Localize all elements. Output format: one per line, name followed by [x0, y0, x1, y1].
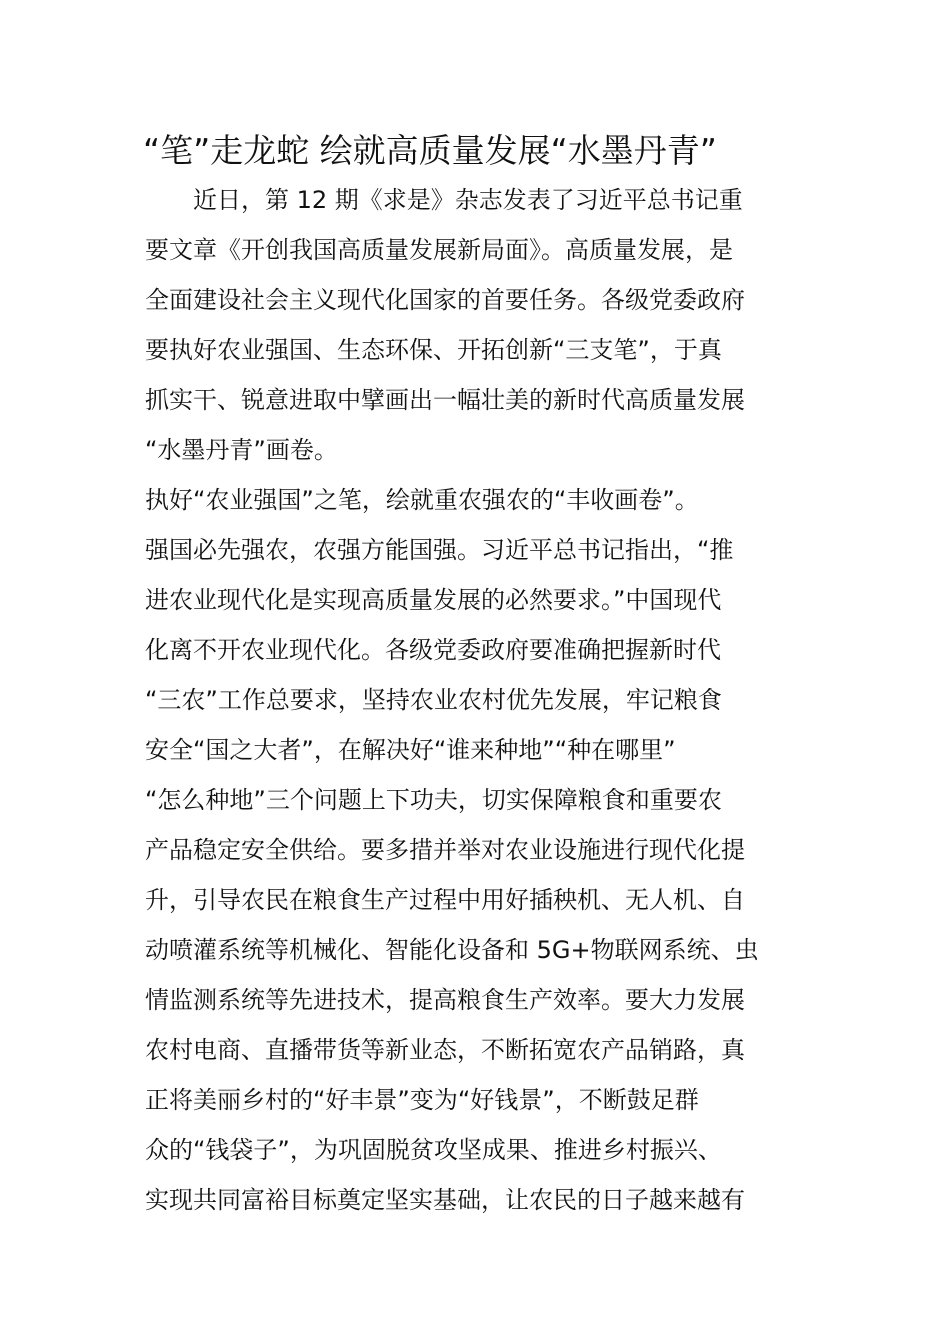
body-line: 产品稳定安全供给。要多措并举对农业设施进行现代化提	[145, 836, 745, 864]
body-line: 化离不开农业现代化。各级党委政府要准确把握新时代	[145, 636, 721, 664]
body-line: 抓实干、锐意进取中擘画出一幅壮美的新时代高质量发展	[145, 386, 745, 414]
body-line: “怎么种地”三个问题上下功夫，切实保障粮食和重要农	[145, 786, 722, 814]
body-line: 升，引导农民在粮食生产过程中用好插秧机、无人机、自	[145, 886, 745, 914]
body-line: 动喷灌系统等机械化、智能化设备和 5G+物联网系统、虫	[145, 936, 759, 964]
body-line: 近日，第 12 期《求是》杂志发表了习近平总书记重	[145, 186, 743, 214]
document-title: “笔”走龙蛇 绘就高质量发展“水墨丹青”	[143, 131, 717, 170]
body-line: 要执好农业强国、生态环保、开拓创新“三支笔”，于真	[145, 336, 722, 364]
body-line: 情监测系统等先进技术，提高粮食生产效率。要大力发展	[145, 986, 745, 1014]
body-line: 全面建设社会主义现代化国家的首要任务。各级党委政府	[145, 286, 745, 314]
body-line: “三农”工作总要求，坚持农业农村优先发展，牢记粮食	[145, 686, 722, 714]
body-line: 众的“钱袋子”，为巩固脱贫攻坚成果、推进乡村振兴、	[145, 1136, 722, 1164]
body-line: 执好“农业强国”之笔，绘就重农强农的“丰收画卷”。	[145, 486, 699, 514]
body-line: 要文章《开创我国高质量发展新局面》。高质量发展，是	[145, 236, 733, 264]
body-line: “水墨丹青”画卷。	[145, 436, 338, 464]
body-line: 实现共同富裕目标奠定坚实基础，让农民的日子越来越有	[145, 1186, 745, 1214]
body-line: 正将美丽乡村的“好丰景”变为“好钱景”，不断鼓足群	[145, 1086, 699, 1114]
body-line: 安全“国之大者”，在解决好“谁来种地”“种在哪里”	[145, 736, 676, 764]
body-line: 进农业现代化是实现高质量发展的必然要求。”中国现代	[145, 586, 722, 614]
body-line: 农村电商、直播带货等新业态，不断拓宽农产品销路，真	[145, 1036, 745, 1064]
body-line: 强国必先强农，农强方能国强。习近平总书记指出，“推	[145, 536, 734, 564]
